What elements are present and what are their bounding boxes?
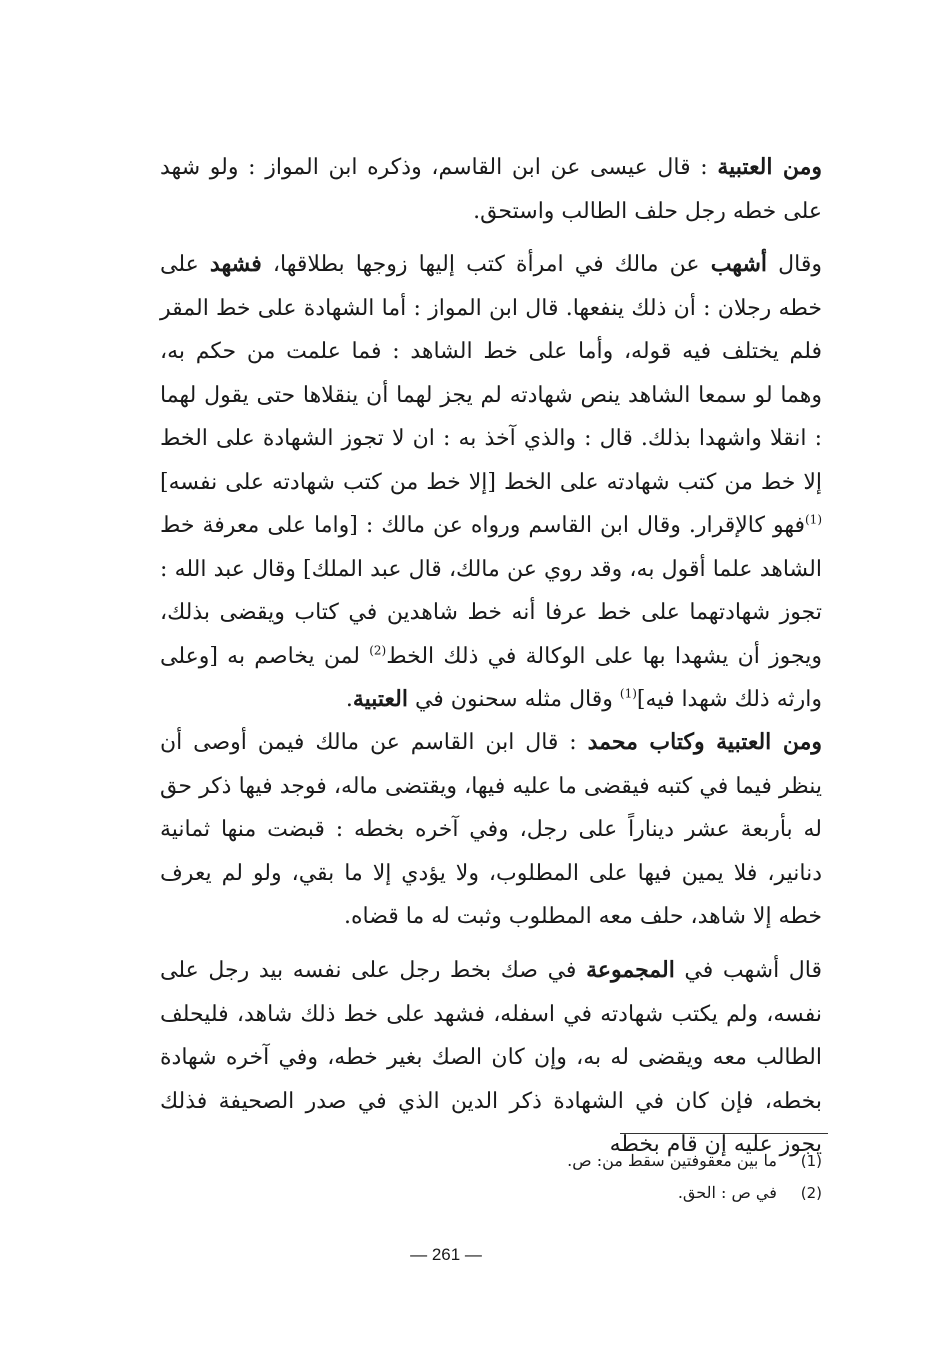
paragraph-text: وقال مثله سحنون في — [407, 687, 620, 712]
footnotes — [422, 1145, 822, 1209]
paragraph-text: . — [345, 687, 353, 712]
paragraph-text: فهو كالإقرار. وقال ابن القاسم ورواه عن مالك : [واما على معرفة خط الشاهد علما أقول به، وقد روي عن مالك، قال عبد الملك] وقال عبد الله : تجوز شهادتهما على خط عرفا أنه خط شاهدين في كتاب ويقضى بذلك، ويجوز أن يشهدا بها على الوكالة في ذلك الخط — [160, 513, 822, 669]
paragraph-3 — [160, 721, 822, 939]
bold-term: العتبية — [352, 686, 408, 712]
paragraph-2 — [160, 243, 822, 722]
bold-term: المجموعة — [586, 957, 675, 983]
footnote-number: (2) — [800, 1184, 822, 1202]
paragraph-text: : قال عيسى عن ابن القاسم، وذكره ابن المواز : ولو شهد على خطه رجل حلف الطالب واستحق. — [160, 155, 822, 224]
paragraph-text: في صك بخط رجل على نفسه بيد رجل على نفسه، ولم يكتب شهادته في اسفله، فشهد على خط ذلك شاهد، فليحلف الطالب معه ويقضى له به، وإن كان الصك بغير خطه، وفي آخره شهادة بخطه، فإن كان في الشهادة ذكر الدين الذي في صدر الصحيفة فذلك يجوز عليه إن قام بخطه — [160, 958, 822, 1157]
footnote-2 — [422, 1177, 822, 1209]
paragraph-text: لمن يخاصم به [وعلى وارثه ذلك شهدا فيه] — [160, 643, 822, 712]
paragraph-text: : قال ابن القاسم عن مالك فيمن أوصى أن ينظر فيما في كتبه فيقضى ما عليه فيها، ويقتضى ماله، فوجد فيها ذكر حق له بأربعة عشر ديناراً على رجل، وفي آخره بخطه : قبضت منها ثمانية دنانير، فلا يمين فيها على المطلوب، ولا يؤدي إلا ما بقي، ولو لم يعرف خطه إلا شاهد، حلف معه المطلوب وثبت له ما قضاه. — [160, 730, 822, 929]
bold-term: فشهد — [209, 251, 262, 277]
footnote-marker: (1) — [619, 686, 637, 701]
paragraph-1 — [160, 146, 822, 233]
paragraph-text: على خطه رجلان : أن ذلك ينفعها. قال ابن المواز : أما الشهادة على خط المقر فلم يختلف فيه قوله، وأما على خط الشاهد : فما علمت من حكم به، وهما لو سمعا الشاهد ينص شهادته لم يجز لهما أن ينقلاها حتى يقول لهما : انقلا واشهدا بذلك. قال : والذي آخذ به : ان لا تجوز الشهادة على الخط إلا خط من كتب شهادته على الخط [إلا خط من كتب شهادته على نفسه] — [160, 252, 822, 495]
footnote-1 — [422, 1145, 822, 1177]
paragraph-text: قال أشهب في — [674, 958, 823, 983]
footnote-text: في ص : الحق. — [677, 1183, 777, 1202]
footnote-divider — [620, 1133, 828, 1134]
bold-term: ومن العتبية — [717, 154, 822, 180]
paragraph-text: عن مالك في امرأة كتب إليها زوجها بطلاقها، — [261, 252, 711, 277]
footnote-text: ما بين معقوفتين سقط من: ص. — [567, 1151, 777, 1170]
page-number: — 261 — — [410, 1245, 482, 1264]
bold-term: أشهب — [710, 251, 767, 277]
footnote-marker: (2) — [369, 643, 387, 658]
bold-term: ومن العتبية وكتاب محمد — [587, 729, 822, 755]
paragraph-text: وقال — [767, 252, 822, 277]
footnote-number: (1) — [800, 1152, 822, 1170]
footnote-marker: (1) — [804, 512, 822, 527]
